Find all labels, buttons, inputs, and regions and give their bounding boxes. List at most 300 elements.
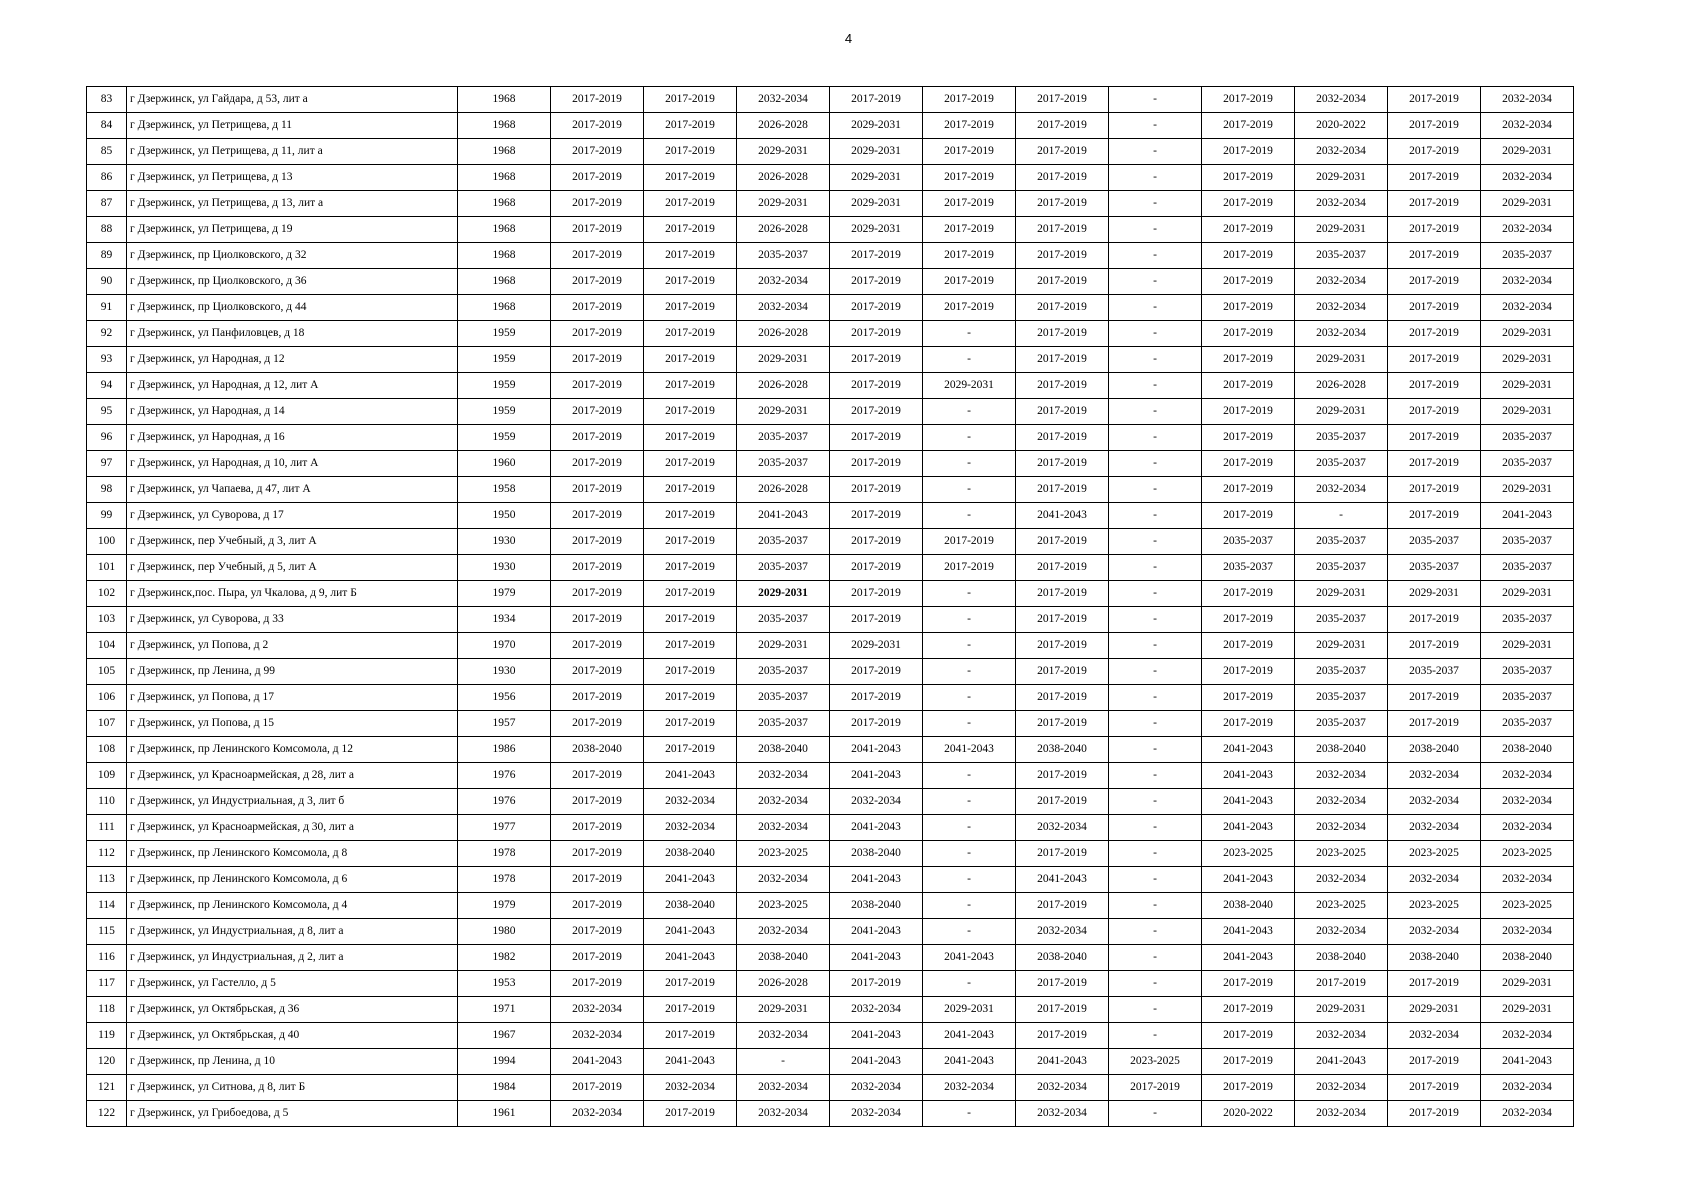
period-cell: 2032-2034 xyxy=(1481,1075,1574,1101)
year-built-cell: 1960 xyxy=(458,451,551,477)
period-cell: 2032-2034 xyxy=(923,1075,1016,1101)
address-cell: г Дзержинск, ул Октябрьская, д 36 xyxy=(127,997,458,1023)
period-cell: 2035-2037 xyxy=(1295,451,1388,477)
period-cell: - xyxy=(1109,295,1202,321)
period-cell: - xyxy=(1109,87,1202,113)
period-cell: 2017-2019 xyxy=(923,113,1016,139)
table-row xyxy=(87,659,1574,685)
table-row xyxy=(87,971,1574,997)
table-row xyxy=(87,87,1574,113)
period-cell: - xyxy=(923,477,1016,503)
table-row xyxy=(87,503,1574,529)
period-cell: 2017-2019 xyxy=(644,685,737,711)
table-row xyxy=(87,425,1574,451)
period-cell: - xyxy=(923,425,1016,451)
period-cell: - xyxy=(923,347,1016,373)
period-cell: 2023-2025 xyxy=(1202,841,1295,867)
row-number-cell: 91 xyxy=(87,295,127,321)
period-cell: 2029-2031 xyxy=(830,191,923,217)
period-cell: - xyxy=(923,763,1016,789)
period-cell: - xyxy=(1109,1023,1202,1049)
period-cell: - xyxy=(1109,737,1202,763)
period-cell: 2017-2019 xyxy=(644,87,737,113)
year-built-cell: 1971 xyxy=(458,997,551,1023)
period-cell: - xyxy=(1109,633,1202,659)
period-cell: 2017-2019 xyxy=(1388,321,1481,347)
period-cell: 2017-2019 xyxy=(1388,243,1481,269)
period-cell: 2017-2019 xyxy=(551,477,644,503)
period-cell: 2032-2034 xyxy=(1016,815,1109,841)
period-cell: 2017-2019 xyxy=(1202,1023,1295,1049)
year-built-cell: 1968 xyxy=(458,165,551,191)
period-cell: 2032-2034 xyxy=(1295,139,1388,165)
period-cell: 2038-2040 xyxy=(1295,737,1388,763)
row-number-cell: 101 xyxy=(87,555,127,581)
period-cell: 2029-2031 xyxy=(1481,997,1574,1023)
period-cell: 2017-2019 xyxy=(1016,893,1109,919)
period-cell: 2032-2034 xyxy=(1016,919,1109,945)
period-cell: 2032-2034 xyxy=(1388,867,1481,893)
address-cell: г Дзержинск, пр Циолковского, д 36 xyxy=(127,269,458,295)
period-cell: 2017-2019 xyxy=(551,971,644,997)
period-cell: 2017-2019 xyxy=(644,165,737,191)
period-cell: 2017-2019 xyxy=(830,269,923,295)
row-number-cell: 87 xyxy=(87,191,127,217)
period-cell: - xyxy=(1109,113,1202,139)
period-cell: - xyxy=(923,971,1016,997)
row-number-cell: 116 xyxy=(87,945,127,971)
period-cell: 2032-2034 xyxy=(644,1075,737,1101)
period-cell: 2017-2019 xyxy=(1388,633,1481,659)
period-cell: 2023-2025 xyxy=(737,893,830,919)
period-cell: 2041-2043 xyxy=(830,763,923,789)
period-cell: 2029-2031 xyxy=(1295,633,1388,659)
period-cell: 2029-2031 xyxy=(1295,347,1388,373)
period-cell: 2017-2019 xyxy=(644,295,737,321)
period-cell: 2017-2019 xyxy=(551,945,644,971)
period-cell: 2035-2037 xyxy=(1481,685,1574,711)
period-cell: 2017-2019 xyxy=(1202,269,1295,295)
period-cell: 2029-2031 xyxy=(830,217,923,243)
period-cell: 2017-2019 xyxy=(1202,347,1295,373)
period-cell: 2038-2040 xyxy=(1295,945,1388,971)
period-cell: 2029-2031 xyxy=(1481,477,1574,503)
period-cell: 2017-2019 xyxy=(1202,659,1295,685)
period-cell: 2017-2019 xyxy=(551,529,644,555)
table-row xyxy=(87,815,1574,841)
period-cell: 2029-2031 xyxy=(737,347,830,373)
row-number-cell: 118 xyxy=(87,997,127,1023)
period-cell: 2017-2019 xyxy=(830,451,923,477)
period-cell: 2041-2043 xyxy=(923,1049,1016,1075)
period-cell: 2035-2037 xyxy=(1481,243,1574,269)
period-cell: 2017-2019 xyxy=(644,425,737,451)
period-cell: 2041-2043 xyxy=(1016,1049,1109,1075)
table-row xyxy=(87,581,1574,607)
period-cell: - xyxy=(923,659,1016,685)
period-cell: 2017-2019 xyxy=(1388,295,1481,321)
period-cell: 2032-2034 xyxy=(1388,763,1481,789)
period-cell: - xyxy=(1109,945,1202,971)
year-built-cell: 1956 xyxy=(458,685,551,711)
period-cell: 2017-2019 xyxy=(1202,373,1295,399)
period-cell: 2023-2025 xyxy=(1295,841,1388,867)
period-cell: 2029-2031 xyxy=(830,165,923,191)
period-cell: 2038-2040 xyxy=(1016,737,1109,763)
period-cell: 2017-2019 xyxy=(644,321,737,347)
period-cell: - xyxy=(1109,217,1202,243)
period-cell: - xyxy=(1109,1101,1202,1127)
period-cell: 2032-2034 xyxy=(1481,789,1574,815)
period-cell: 2041-2043 xyxy=(923,945,1016,971)
period-cell: 2041-2043 xyxy=(1202,789,1295,815)
period-cell: 2041-2043 xyxy=(830,1049,923,1075)
row-number-cell: 99 xyxy=(87,503,127,529)
period-cell: 2017-2019 xyxy=(830,321,923,347)
period-cell: - xyxy=(923,919,1016,945)
period-cell: 2017-2019 xyxy=(1016,633,1109,659)
period-cell: 2032-2034 xyxy=(1388,919,1481,945)
period-cell: 2038-2040 xyxy=(737,945,830,971)
period-cell: 2029-2031 xyxy=(923,997,1016,1023)
period-cell: 2017-2019 xyxy=(644,1101,737,1127)
period-cell: 2017-2019 xyxy=(1388,399,1481,425)
period-cell: 2029-2031 xyxy=(737,633,830,659)
address-cell: г Дзержинск, пр Ленинского Комсомола, д 6 xyxy=(127,867,458,893)
period-cell: 2017-2019 xyxy=(644,711,737,737)
address-cell: г Дзержинск, ул Гастелло, д 5 xyxy=(127,971,458,997)
row-number-cell: 100 xyxy=(87,529,127,555)
table-row xyxy=(87,919,1574,945)
table-row xyxy=(87,893,1574,919)
period-cell: 2032-2034 xyxy=(1295,191,1388,217)
period-cell: 2029-2031 xyxy=(830,113,923,139)
row-number-cell: 104 xyxy=(87,633,127,659)
period-cell: 2017-2019 xyxy=(1388,87,1481,113)
period-cell: - xyxy=(1109,243,1202,269)
year-built-cell: 1950 xyxy=(458,503,551,529)
period-cell: - xyxy=(1109,139,1202,165)
period-cell: 2032-2034 xyxy=(737,1101,830,1127)
address-cell: г Дзержинск, ул Индустриальная, д 2, лит а xyxy=(127,945,458,971)
period-cell: 2017-2019 xyxy=(551,893,644,919)
period-cell: 2017-2019 xyxy=(644,451,737,477)
address-cell: г Дзержинск, ул Петрищева, д 11 xyxy=(127,113,458,139)
table-row xyxy=(87,191,1574,217)
period-cell: 2032-2034 xyxy=(1016,1101,1109,1127)
period-cell: 2032-2034 xyxy=(1481,87,1574,113)
period-cell: 2017-2019 xyxy=(644,191,737,217)
address-cell: г Дзержинск, ул Суворова, д 33 xyxy=(127,607,458,633)
period-cell: 2017-2019 xyxy=(1202,191,1295,217)
period-cell: 2017-2019 xyxy=(1202,581,1295,607)
period-cell: 2035-2037 xyxy=(1295,529,1388,555)
period-cell: - xyxy=(1109,477,1202,503)
address-cell: г Дзержинск, ул Ситнова, д 8, лит Б xyxy=(127,1075,458,1101)
row-number-cell: 93 xyxy=(87,347,127,373)
table-row xyxy=(87,243,1574,269)
period-cell: 2017-2019 xyxy=(1016,1023,1109,1049)
period-cell: - xyxy=(1109,841,1202,867)
period-cell: 2017-2019 xyxy=(1388,139,1481,165)
row-number-cell: 119 xyxy=(87,1023,127,1049)
period-cell: 2017-2019 xyxy=(1388,1101,1481,1127)
period-cell: 2017-2019 xyxy=(644,113,737,139)
period-cell: 2017-2019 xyxy=(551,165,644,191)
period-cell: 2017-2019 xyxy=(923,165,1016,191)
year-built-cell: 1986 xyxy=(458,737,551,763)
period-cell: 2017-2019 xyxy=(551,139,644,165)
period-cell: 2017-2019 xyxy=(644,217,737,243)
period-cell: 2029-2031 xyxy=(1295,997,1388,1023)
period-cell: 2023-2025 xyxy=(737,841,830,867)
address-cell: г Дзержинск, ул Петрищева, д 13, лит а xyxy=(127,191,458,217)
period-cell: 2029-2031 xyxy=(1295,399,1388,425)
year-built-cell: 1959 xyxy=(458,321,551,347)
table-row xyxy=(87,139,1574,165)
period-cell: - xyxy=(1295,503,1388,529)
row-number-cell: 84 xyxy=(87,113,127,139)
year-built-cell: 1958 xyxy=(458,477,551,503)
period-cell: 2017-2019 xyxy=(551,87,644,113)
row-number-cell: 109 xyxy=(87,763,127,789)
period-cell: 2017-2019 xyxy=(1202,295,1295,321)
period-cell: 2017-2019 xyxy=(551,685,644,711)
period-cell: 2032-2034 xyxy=(1295,477,1388,503)
year-built-cell: 1967 xyxy=(458,1023,551,1049)
period-cell: 2032-2034 xyxy=(830,997,923,1023)
year-built-cell: 1982 xyxy=(458,945,551,971)
address-cell: г Дзержинск, ул Петрищева, д 13 xyxy=(127,165,458,191)
row-number-cell: 111 xyxy=(87,815,127,841)
period-cell: 2017-2019 xyxy=(551,763,644,789)
period-cell: 2038-2040 xyxy=(1481,945,1574,971)
row-number-cell: 90 xyxy=(87,269,127,295)
year-built-cell: 1930 xyxy=(458,529,551,555)
period-cell: 2017-2019 xyxy=(1202,165,1295,191)
period-cell: 2017-2019 xyxy=(551,659,644,685)
period-cell: 2032-2034 xyxy=(737,815,830,841)
period-cell: 2032-2034 xyxy=(1295,1101,1388,1127)
period-cell: 2035-2037 xyxy=(1295,659,1388,685)
year-built-cell: 1968 xyxy=(458,217,551,243)
period-cell: 2017-2019 xyxy=(830,347,923,373)
period-cell: 2017-2019 xyxy=(830,425,923,451)
period-cell: 2035-2037 xyxy=(1202,529,1295,555)
period-cell: 2029-2031 xyxy=(923,373,1016,399)
period-cell: 2038-2040 xyxy=(551,737,644,763)
period-cell: 2029-2031 xyxy=(1388,997,1481,1023)
period-cell: 2041-2043 xyxy=(1202,815,1295,841)
period-cell: 2017-2019 xyxy=(551,243,644,269)
period-cell: 2017-2019 xyxy=(551,841,644,867)
period-cell: 2026-2028 xyxy=(737,971,830,997)
period-cell: 2038-2040 xyxy=(1016,945,1109,971)
period-cell: 2017-2019 xyxy=(644,139,737,165)
period-cell: 2017-2019 xyxy=(1202,87,1295,113)
address-cell: г Дзержинск, ул Петрищева, д 19 xyxy=(127,217,458,243)
row-number-cell: 95 xyxy=(87,399,127,425)
period-cell: 2017-2019 xyxy=(1202,425,1295,451)
address-cell: г Дзержинск, ул Грибоедова, д 5 xyxy=(127,1101,458,1127)
period-cell: 2032-2034 xyxy=(737,269,830,295)
period-cell: 2041-2043 xyxy=(1481,1049,1574,1075)
address-cell: г Дзержинск, ул Индустриальная, д 8, лит а xyxy=(127,919,458,945)
period-cell: 2017-2019 xyxy=(551,581,644,607)
period-cell: 2017-2019 xyxy=(830,399,923,425)
year-built-cell: 1980 xyxy=(458,919,551,945)
period-cell: 2041-2043 xyxy=(644,919,737,945)
page-number: 4 xyxy=(844,31,853,46)
period-cell: - xyxy=(1109,529,1202,555)
row-number-cell: 107 xyxy=(87,711,127,737)
table-row xyxy=(87,113,1574,139)
period-cell: - xyxy=(923,815,1016,841)
period-cell: 2017-2019 xyxy=(644,347,737,373)
period-cell: - xyxy=(923,633,1016,659)
period-cell: 2017-2019 xyxy=(830,529,923,555)
period-cell: 2017-2019 xyxy=(1388,425,1481,451)
address-cell: г Дзержинск, ул Индустриальная, д 3, лит б xyxy=(127,789,458,815)
period-cell: 2035-2037 xyxy=(1481,425,1574,451)
period-cell: 2041-2043 xyxy=(644,867,737,893)
period-cell: 2017-2019 xyxy=(1016,139,1109,165)
period-cell: 2026-2028 xyxy=(737,113,830,139)
repair-schedule-table xyxy=(86,86,1574,1127)
period-cell: 2017-2019 xyxy=(551,919,644,945)
period-cell: 2029-2031 xyxy=(737,139,830,165)
period-cell: 2035-2037 xyxy=(737,425,830,451)
period-cell: - xyxy=(1109,503,1202,529)
row-number-cell: 113 xyxy=(87,867,127,893)
period-cell: 2017-2019 xyxy=(1202,217,1295,243)
period-cell: 2017-2019 xyxy=(1202,399,1295,425)
row-number-cell: 122 xyxy=(87,1101,127,1127)
period-cell: 2017-2019 xyxy=(1016,711,1109,737)
period-cell: - xyxy=(1109,347,1202,373)
period-cell: 2032-2034 xyxy=(737,919,830,945)
period-cell: 2032-2034 xyxy=(1016,1075,1109,1101)
period-cell: 2017-2019 xyxy=(644,529,737,555)
table-row xyxy=(87,321,1574,347)
period-cell: 2017-2019 xyxy=(1016,191,1109,217)
table-row xyxy=(87,945,1574,971)
period-cell: 2017-2019 xyxy=(1388,1049,1481,1075)
period-cell: 2017-2019 xyxy=(1016,165,1109,191)
period-cell: 2029-2031 xyxy=(1481,581,1574,607)
row-number-cell: 120 xyxy=(87,1049,127,1075)
period-cell: 2017-2019 xyxy=(1016,477,1109,503)
period-cell: 2017-2019 xyxy=(923,139,1016,165)
period-cell: 2041-2043 xyxy=(830,815,923,841)
period-cell: 2017-2019 xyxy=(923,217,1016,243)
year-built-cell: 1959 xyxy=(458,347,551,373)
year-built-cell: 1961 xyxy=(458,1101,551,1127)
period-cell: 2017-2019 xyxy=(1388,113,1481,139)
row-number-cell: 96 xyxy=(87,425,127,451)
period-cell: 2017-2019 xyxy=(1202,139,1295,165)
period-cell: 2017-2019 xyxy=(551,633,644,659)
period-cell: 2032-2034 xyxy=(1295,789,1388,815)
period-cell: 2017-2019 xyxy=(1016,659,1109,685)
period-cell: - xyxy=(1109,399,1202,425)
period-cell: 2041-2043 xyxy=(923,1023,1016,1049)
period-cell: 2017-2019 xyxy=(1016,555,1109,581)
period-cell: 2017-2019 xyxy=(923,555,1016,581)
row-number-cell: 94 xyxy=(87,373,127,399)
period-cell: 2041-2043 xyxy=(737,503,830,529)
period-cell: 2017-2019 xyxy=(644,737,737,763)
period-cell: 2017-2019 xyxy=(830,87,923,113)
address-cell: г Дзержинск, ул Красноармейская, д 30, лит а xyxy=(127,815,458,841)
year-built-cell: 1979 xyxy=(458,581,551,607)
period-cell: 2032-2034 xyxy=(1295,1075,1388,1101)
period-cell: - xyxy=(1109,867,1202,893)
period-cell: 2035-2037 xyxy=(737,451,830,477)
period-cell: 2017-2019 xyxy=(830,555,923,581)
address-cell: г Дзержинск, пр Ленинского Комсомола, д 8 xyxy=(127,841,458,867)
table-row xyxy=(87,997,1574,1023)
period-cell: 2035-2037 xyxy=(1388,659,1481,685)
period-cell: 2017-2019 xyxy=(1016,347,1109,373)
period-cell: 2041-2043 xyxy=(1202,867,1295,893)
period-cell: 2041-2043 xyxy=(830,867,923,893)
row-number-cell: 98 xyxy=(87,477,127,503)
period-cell: 2029-2031 xyxy=(737,581,830,607)
period-cell: 2041-2043 xyxy=(1202,919,1295,945)
period-cell: 2017-2019 xyxy=(1388,217,1481,243)
period-cell: 2032-2034 xyxy=(1481,113,1574,139)
period-cell: 2017-2019 xyxy=(551,269,644,295)
period-cell: 2035-2037 xyxy=(737,685,830,711)
period-cell: 2032-2034 xyxy=(644,815,737,841)
period-cell: 2017-2019 xyxy=(923,87,1016,113)
row-number-cell: 89 xyxy=(87,243,127,269)
period-cell: 2029-2031 xyxy=(1481,139,1574,165)
row-number-cell: 121 xyxy=(87,1075,127,1101)
period-cell: 2038-2040 xyxy=(644,841,737,867)
period-cell: - xyxy=(923,503,1016,529)
period-cell: - xyxy=(1109,763,1202,789)
period-cell: 2017-2019 xyxy=(1388,711,1481,737)
period-cell: 2017-2019 xyxy=(551,555,644,581)
address-cell: г Дзержинск, ул Суворова, д 17 xyxy=(127,503,458,529)
period-cell: - xyxy=(923,685,1016,711)
period-cell: 2038-2040 xyxy=(1481,737,1574,763)
period-cell: 2032-2034 xyxy=(1295,763,1388,789)
period-cell: - xyxy=(923,399,1016,425)
period-cell: 2017-2019 xyxy=(1016,841,1109,867)
period-cell: 2032-2034 xyxy=(830,789,923,815)
period-cell: 2032-2034 xyxy=(737,867,830,893)
row-number-cell: 110 xyxy=(87,789,127,815)
period-cell: 2032-2034 xyxy=(1295,1023,1388,1049)
table-row xyxy=(87,269,1574,295)
table-row xyxy=(87,1101,1574,1127)
address-cell: г Дзержинск, ул Народная, д 16 xyxy=(127,425,458,451)
period-cell: 2035-2037 xyxy=(1481,607,1574,633)
period-cell: 2017-2019 xyxy=(1295,971,1388,997)
period-cell: 2032-2034 xyxy=(1481,165,1574,191)
year-built-cell: 1968 xyxy=(458,243,551,269)
period-cell: 2017-2019 xyxy=(1016,113,1109,139)
period-cell: 2035-2037 xyxy=(1295,243,1388,269)
period-cell: 2023-2025 xyxy=(1388,893,1481,919)
period-cell: 2035-2037 xyxy=(1202,555,1295,581)
period-cell: 2029-2031 xyxy=(1295,165,1388,191)
period-cell: 2017-2019 xyxy=(551,191,644,217)
period-cell: 2035-2037 xyxy=(737,243,830,269)
